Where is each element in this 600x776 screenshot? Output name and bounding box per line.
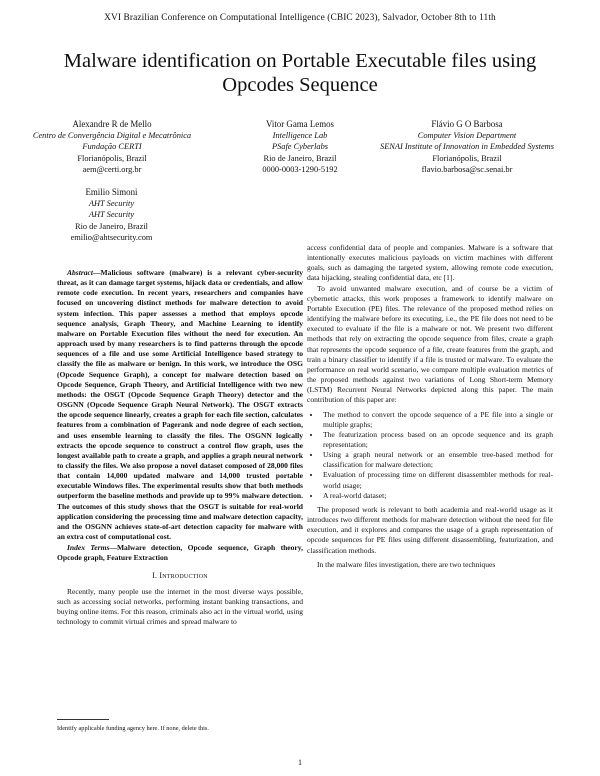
- footnote-rule: [57, 719, 109, 720]
- conference-header: XVI Brazilian Conference on Computational Intelligence (CBIC 2023), Salvador, October 8th to 11th: [104, 13, 496, 23]
- list-item: • Evaluation of processing time on different disassembler methods for real-world usage;: [321, 470, 553, 490]
- author-affiliation: Computer Vision Department: [417, 131, 517, 141]
- author-email: aem@certi.org.br: [82, 164, 142, 174]
- author-block-3: [362, 119, 572, 175]
- author-name: Vitor Gama Lemos: [266, 119, 334, 129]
- page-number: 1: [298, 758, 302, 767]
- author-block-2: [240, 119, 360, 175]
- author-name: Emilio Simoni: [85, 187, 138, 197]
- list-item: • Using a graph neural network or an ensemble tree-based method for classification for malware detection;: [321, 450, 553, 470]
- body-paragraph-contributions: To avoid unwanted malware execution, and of course be a victim of cybernetic attacks, this work proposes a framework to identify malware on Portable Execution (PE) files. The relevance of the proposed method relies on identifying the malware before its executing, i.e., the PE file does not need to be executed to evaluate if the file is a malware or not. We present two different methods that rely on extracting the opcode sequence from files, create a graph that represents the opcode sequence of a file, create features from the graph, and train a binary classifier to identify if a file is trusted or malware. To evaluate the performance on real world scenario, we compare multiple evaluation metrics of the proposed methods against two variations of Long Short-term Memory (LSTM) Recurrent Neural Networks depicted along this paper. The main contribution of this paper are:: [307, 283, 553, 405]
- author-block-1: [22, 119, 202, 175]
- author-email: flavio.barbosa@sc.senai.br: [421, 164, 513, 174]
- body-paragraph-continued: access confidential data of people and companies. Malware is a software that intentionally executes malicious payloads on victim machines with different goals, such as damaging the targeted system, allowing remote code execution, data hijacking, stealing confidential data, etc [1].: [307, 243, 553, 283]
- author-affiliation: AHT Security: [88, 210, 135, 220]
- section-title: Introduction: [159, 570, 208, 580]
- body-paragraph-techniques: In the malware files investigation, there are two techniques: [317, 559, 496, 569]
- intro-paragraph-1: Recently, many people use the internet in the most diverse ways possible, such as accessing social networks, performing instant banking transactions, and buying online items. For this reason, criminals also act in the virtual world, using technology to commit virtual crimes and spread malware to: [57, 586, 303, 627]
- author-name: Flávio G O Barbosa: [431, 119, 503, 129]
- author-orcid: 0000-0003-1290-5192: [262, 164, 338, 174]
- author-email: emilio@ahtsecurity.com: [70, 232, 153, 242]
- contribution-list: [307, 410, 553, 501]
- body-paragraph-relevance: The proposed work is relevant to both academia and real-world usage as it introduces two different methods for malware detection without the need for file execution, and it explores and compares the usage of a graph representation of opcode sequences for PE files using different disassembling, featurization, and classification methods.: [307, 504, 553, 555]
- author-affiliation: Centro de Convergência Digital e Mecatrônica: [32, 131, 192, 141]
- author-affiliation: SENAI Institute of Innovation in Embedded Systems: [380, 142, 554, 152]
- paper-title: Malware identification on Portable Executable files using Opcodes Sequence: [63, 50, 537, 96]
- section-heading-introduction: [57, 571, 303, 581]
- author-city: Rio de Janeiro, Brazil: [74, 221, 149, 231]
- abstract: [57, 268, 303, 542]
- index-terms-label: Index Terms: [67, 543, 110, 553]
- section-numeral: I.: [152, 570, 158, 580]
- abstract-label: Abstract: [67, 268, 93, 277]
- author-affiliation: AHT Security: [88, 199, 135, 209]
- index-terms-text: —Malware detection, Opcode sequence, Graph theory, Opcode graph, Feature Extraction: [57, 543, 303, 563]
- author-affiliation: Intelligence Lab: [272, 131, 328, 141]
- index-terms: [57, 543, 303, 563]
- author-name: Alexandre R de Mello: [72, 119, 152, 129]
- list-item: • A real-world dataset;: [321, 491, 553, 501]
- list-item: • The featurization process based on an opcode sequence and its graph representation;: [321, 430, 553, 450]
- list-item: • The method to convert the opcode sequence of a PE file into a single or multiple graphs;: [321, 410, 553, 430]
- right-column: [307, 243, 553, 570]
- author-affiliation: Fundação CERTI: [82, 142, 142, 152]
- footnote: Identify applicable funding agency here. If none, delete this.: [57, 725, 209, 732]
- author-city: Florianópolis, Brazil: [432, 153, 502, 163]
- author-affiliation: PSafe Cyberlabs: [271, 142, 329, 152]
- author-block-4: [49, 187, 174, 243]
- author-city: Rio de Janeiro, Brazil: [263, 153, 337, 163]
- abstract-text: —Malicious software (malware) is a relevant cyber-security threat, as it can damage target systems, hijack data or credentials, and allow remote code execution. In recent years, researchers and companies have focused on uncovering distinct methods for malware detection to avoid system infection. This paper assesses a method that employs opcode sequence analysis, Graph Theory, and Machine Learning to identify malware on Portable Execution files without the need for execution. An approach used by many researchers is to find patterns through the opcode sequences of a file and use some Artificial Intelligence based strategy to classify the file as malware or benign. In this work, we introduce the OSG (Opcode Sequence Graph), a concept for malware detection based on Opcode Sequence, Graph Theory, and Artificial Intelligence with two new methods: the OSGT (Opcode Sequence Graph Theory) detector and the OSGNN (Opcode Sequence Graph Neural Network). The OSGT extracts the opcode sequence linearly, creates a graph for each file section, calculates features from a combination of Pagerank and node degree of each section, and uses ensemble learning to classify the files. The OSGNN logically extracts the opcode sequence to construct a control flow graph, uses the longest available path to create a graph, and applies a graph neural network to classify the files. We also propose a novel dataset composed of 28,000 files that contain 14,000 updated malware and 14,000 trusted portable executable Windows files. The experimental results show that both methods outperform the baseline methods and provide up to 99% malware detection. The outcomes of this study shows that the OSGT is suitable for real-world application considering the processing time and malware detection capacity, and the OSGNN achieves state-of-art detection capacity for malware with an extra cost of computational cost.: [57, 268, 303, 542]
- left-column: [57, 268, 303, 627]
- author-city: Florianópolis, Brazil: [77, 153, 147, 163]
